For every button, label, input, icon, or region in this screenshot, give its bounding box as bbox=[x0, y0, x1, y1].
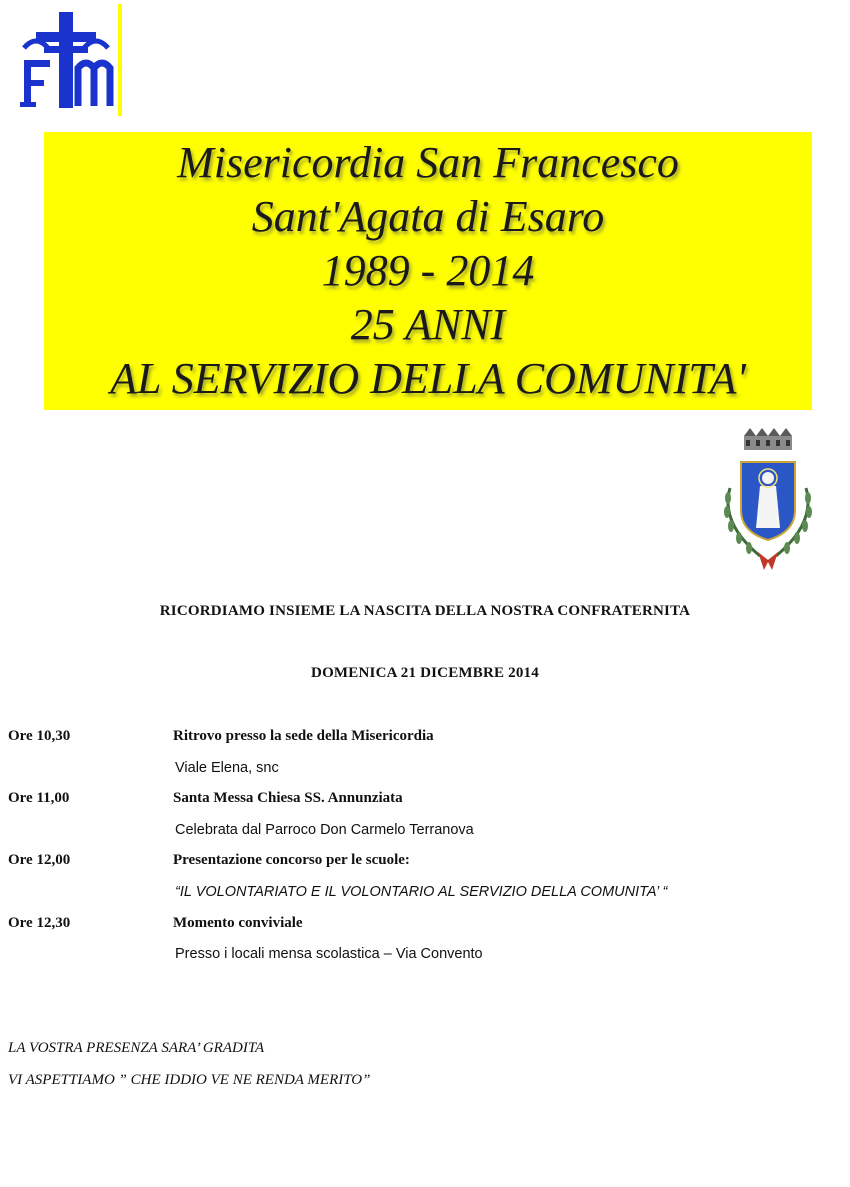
logo-divider bbox=[118, 4, 122, 116]
banner-line-5: AL SERVIZIO DELLA COMUNITA' bbox=[110, 354, 746, 403]
banner-line-2: Sant'Agata di Esaro bbox=[251, 192, 605, 241]
program-title-2: Santa Messa Chiesa SS. Annunziata bbox=[173, 790, 403, 806]
banner-line-1: Misericordia San Francesco bbox=[177, 138, 679, 187]
program-title-1: Ritrovo presso la sede della Misericordia bbox=[173, 728, 434, 744]
banner-line-3: 1989 - 2014 bbox=[321, 246, 535, 295]
closing-line-1: LA VOSTRA PRESENZA SARA’ GRADITA bbox=[8, 1040, 265, 1056]
program-detail-3: “IL VOLONTARIATO E IL VOLONTARIO AL SERVIZIO DELLA COMUNITA’ “ bbox=[175, 884, 668, 900]
program-title-3: Presentazione concorso per le scuole: bbox=[173, 852, 410, 868]
program-detail-1: Viale Elena, snc bbox=[175, 760, 279, 776]
coat-of-arms-icon bbox=[708, 428, 828, 573]
title-banner bbox=[44, 132, 812, 410]
program-time-2: Ore 11,00 bbox=[8, 790, 70, 806]
program-title-4: Momento conviviale bbox=[173, 915, 303, 931]
misericordia-logo-icon bbox=[18, 8, 118, 116]
program-time-1: Ore 10,30 bbox=[8, 728, 71, 744]
closing-line-2: VI ASPETTIAMO ” CHE IDDIO VE NE RENDA MERITO” bbox=[8, 1072, 371, 1088]
intro-heading: RICORDIAMO INSIEME LA NASCITA DELLA NOSTRA CONFRATERNITA bbox=[159, 603, 691, 619]
program-detail-4: Presso i locali mensa scolastica – Via Convento bbox=[175, 946, 483, 962]
program-time-4: Ore 12,30 bbox=[8, 915, 71, 931]
banner-line-4: 25 ANNI bbox=[350, 300, 506, 349]
event-date: DOMENICA 21 DICEMBRE 2014 bbox=[311, 665, 539, 681]
program-time-3: Ore 12,00 bbox=[8, 852, 71, 868]
program-detail-2: Celebrata dal Parroco Don Carmelo Terranova bbox=[175, 822, 474, 838]
